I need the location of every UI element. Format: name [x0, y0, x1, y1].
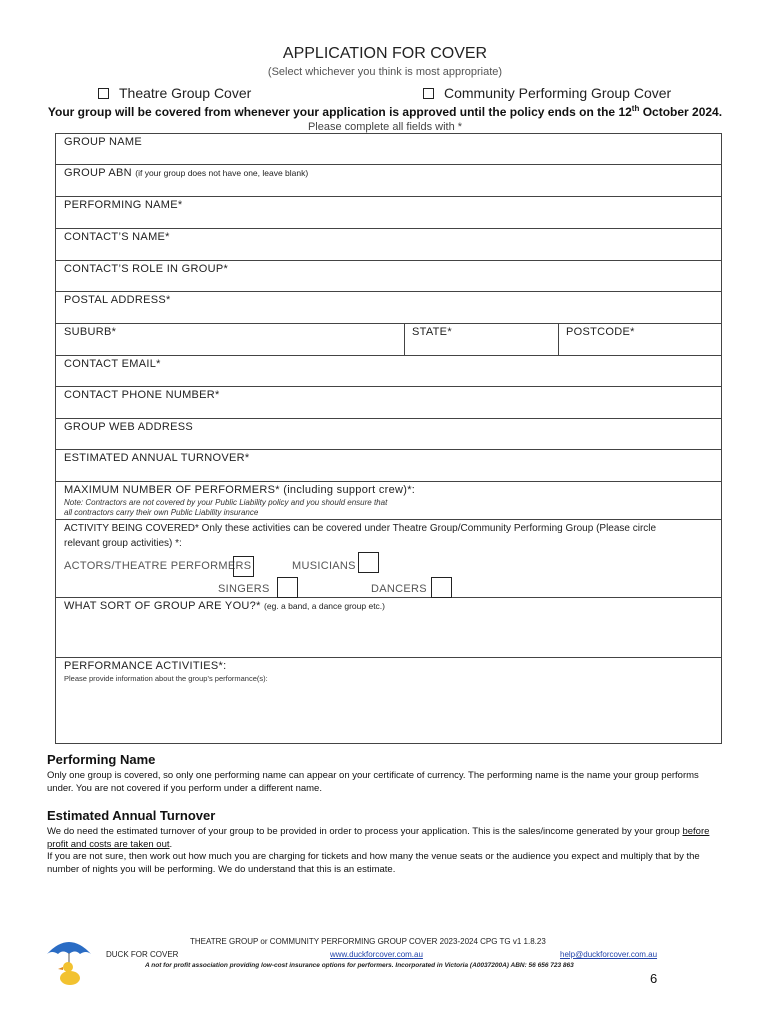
activity-musicians-label: MUSICIANS [292, 560, 356, 572]
contact-role-field[interactable] [56, 261, 721, 292]
contractor-note-1: Note: Contractors are not covered by your Public Liability policy and you should ensure that [64, 498, 388, 507]
performing-name-text: Only one group is covered, so only one performing name can appear on your certificate of currency. The performing name is the name your group performs under. You are not covered if you perform under a different name. [47, 770, 699, 794]
theatre-group-checkbox[interactable] [98, 88, 109, 99]
turnover-heading: Estimated Annual Turnover [47, 808, 216, 823]
group-abn-label: GROUP ABN (if your group does not have one, leave blank) [64, 167, 309, 179]
activity-singers-checkbox[interactable] [277, 577, 298, 598]
theatre-group-option[interactable] [98, 85, 251, 101]
footer-tagline: A not for profit association providing low-cost insurance options for performers. Incorporated in Victoria (A0037200A) ABN: 56 656 723 863 [145, 962, 574, 969]
complete-fields-note: Please complete all fields with * [307, 121, 463, 133]
performance-note: Please provide information about the group’s performance(s): [64, 674, 268, 683]
postcode-label: POSTCODE* [566, 326, 635, 338]
divider [404, 324, 405, 355]
contact-email-field[interactable] [56, 356, 721, 387]
duck-body [60, 971, 80, 985]
group-name-field[interactable] [56, 134, 721, 165]
community-group-option[interactable] [423, 85, 671, 101]
footer-website-link[interactable]: www.duckforcover.com.au [330, 950, 423, 959]
activity-line-2: relevant group activities) *: [64, 538, 182, 549]
contact-name-field[interactable] [56, 229, 721, 261]
performing-name-label: PERFORMING NAME* [64, 199, 183, 211]
activity-dancers-checkbox[interactable] [431, 577, 452, 598]
suburb-state-postcode-row [56, 324, 721, 356]
performing-name-field[interactable] [56, 197, 721, 229]
umbrella-icon [47, 942, 91, 954]
postal-address-field[interactable] [56, 292, 721, 324]
group-type-label: WHAT SORT OF GROUP ARE YOU?* (eg. a band, a dance group etc.) [64, 600, 386, 612]
duck-for-cover-logo [44, 936, 94, 988]
max-performers-field[interactable] [56, 482, 721, 520]
activity-musicians-checkbox[interactable] [358, 552, 379, 573]
group-abn-field[interactable] [56, 165, 721, 197]
theatre-group-label: Theatre Group Cover [119, 85, 252, 101]
contact-role-label: CONTACT’S ROLE IN GROUP* [64, 263, 229, 275]
page-number: 6 [650, 971, 658, 986]
application-form [55, 133, 722, 744]
page-title: APPLICATION FOR COVER [282, 45, 488, 62]
activity-line-1: ACTIVITY BEING COVERED* Only these activities can be covered under Theatre Group/Community Performing Group (Please circle [64, 523, 657, 534]
community-group-checkbox[interactable] [423, 88, 434, 99]
group-name-label: GROUP NAME [64, 136, 142, 148]
activity-singers-label: SINGERS [218, 583, 270, 595]
web-address-label: GROUP WEB ADDRESS [64, 421, 193, 433]
activity-actors-label: ACTORS/THEATRE PERFORMERS [64, 560, 252, 572]
activity-dancers-label: DANCERS [371, 583, 427, 595]
performing-name-heading: Performing Name [47, 752, 156, 767]
turnover-field[interactable] [56, 450, 721, 482]
max-performers-label: MAXIMUM NUMBER OF PERFORMERS* (including support crew)*: [64, 484, 416, 496]
cover-period-statement: Your group will be covered from whenever your application is approved until the policy ends on the 12th October 2024. [47, 104, 723, 119]
postal-address-label: POSTAL ADDRESS* [64, 294, 171, 306]
group-type-field[interactable] [56, 598, 721, 658]
contact-phone-label: CONTACT PHONE NUMBER* [64, 389, 220, 401]
contact-phone-field[interactable] [56, 387, 721, 419]
community-group-label: Community Performing Group Cover [444, 85, 672, 101]
turnover-text-2: If you are not sure, then work out how much you are charging for tickets and how many the venue seats or the audience you expect and multiply that by the number of nights you will be performing. We do understand that this is an estimate. [47, 851, 700, 875]
contact-email-label: CONTACT EMAIL* [64, 358, 161, 370]
state-label: STATE* [412, 326, 452, 338]
footer-doc-line: THEATRE GROUP or COMMUNITY PERFORMING GROUP COVER 2023-2024 CPG TG v1 1.8.23 [190, 937, 546, 946]
web-address-field[interactable] [56, 419, 721, 450]
page-subtitle: (Select whichever you think is most appropriate) [267, 66, 503, 78]
divider [558, 324, 559, 355]
turnover-label: ESTIMATED ANNUAL TURNOVER* [64, 452, 250, 464]
contact-name-label: CONTACT’S NAME* [64, 231, 170, 243]
activity-actors-checkbox[interactable] [233, 556, 254, 577]
turnover-text-1: We do need the estimated turnover of your group to be provided in order to process your application. This is the sales/income generated by your group before profit and costs are taken out. [47, 826, 710, 850]
activity-field [56, 520, 721, 598]
footer-email-link[interactable]: help@duckforcover.com.au [560, 950, 658, 959]
duck-beak [58, 967, 63, 970]
footer-org-name: DUCK FOR COVER [106, 950, 179, 959]
performance-activities-field[interactable] [56, 658, 721, 743]
contractor-note-2: all contractors carry their own Public Liability insurance [64, 508, 259, 517]
suburb-label: SUBURB* [64, 326, 117, 338]
duck-head [63, 962, 73, 972]
performance-activities-label: PERFORMANCE ACTIVITIES*: [64, 660, 227, 672]
